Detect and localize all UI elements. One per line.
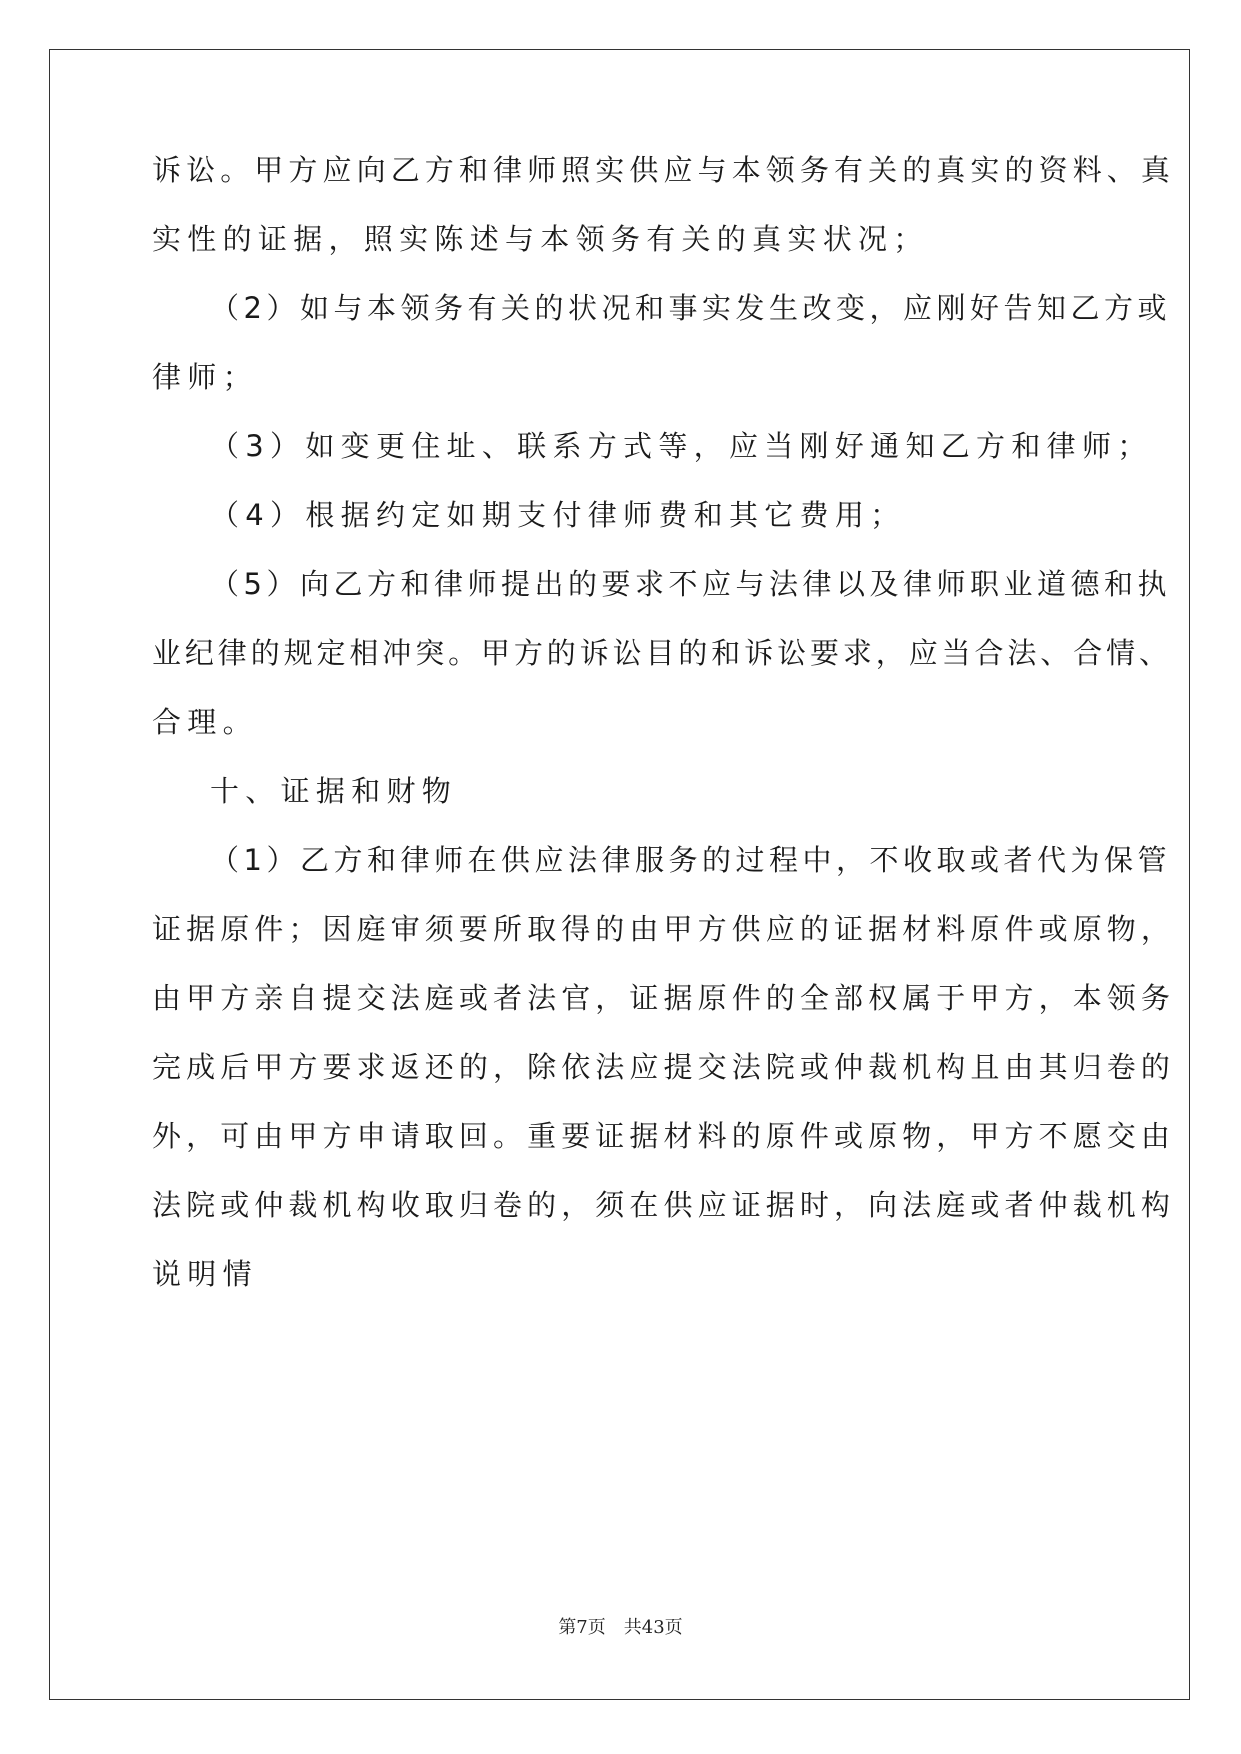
page-number: 第7页 [558,1617,606,1638]
page-footer [0,1616,1241,1640]
text-line: （4）根据约定如期支付律师费和其它费用； [210,498,906,532]
text-line: （1）乙方和律师在供应法律服务的过程中，不收取或者代为保管 [210,843,1171,877]
text-line: 诉讼。甲方应向乙方和律师照实供应与本领务有关的真实的资料、真 [152,153,1176,187]
text-line: 证据原件；因庭审须要所取得的由甲方供应的证据材料原件或原物， [152,912,1176,946]
text-line: 合理。 [152,705,258,739]
section-heading: 十、证据和财物 [210,774,458,808]
text-line: 由甲方亲自提交法庭或者法官，证据原件的全部权属于甲方，本领务 [152,981,1176,1015]
text-line: 外，可由甲方申请取回。重要证据材料的原件或原物，甲方不愿交由 [152,1119,1176,1153]
text-line: 说明情 [152,1257,258,1291]
text-line: 业纪律的规定相冲突。甲方的诉讼目的和诉讼要求，应当合法、合情、 [152,636,1172,670]
page-total: 共43页 [623,1617,683,1638]
text-line: （2）如与本领务有关的状况和事实发生改变，应刚好告知乙方或 [210,291,1171,325]
text-line: 律师； [152,360,258,394]
text-line: 实性的证据，照实陈述与本领务有关的真实状况； [152,222,929,256]
text-line: （3）如变更住址、联系方式等，应当刚好通知乙方和律师； [210,429,1153,463]
text-line: 完成后甲方要求返还的，除依法应提交法院或仲裁机构且由其归卷的 [152,1050,1176,1084]
text-line: 法院或仲裁机构收取归卷的，须在供应证据时，向法庭或者仲裁机构 [152,1188,1176,1222]
text-line: （5）向乙方和律师提出的要求不应与法律以及律师职业道德和执 [210,567,1171,601]
